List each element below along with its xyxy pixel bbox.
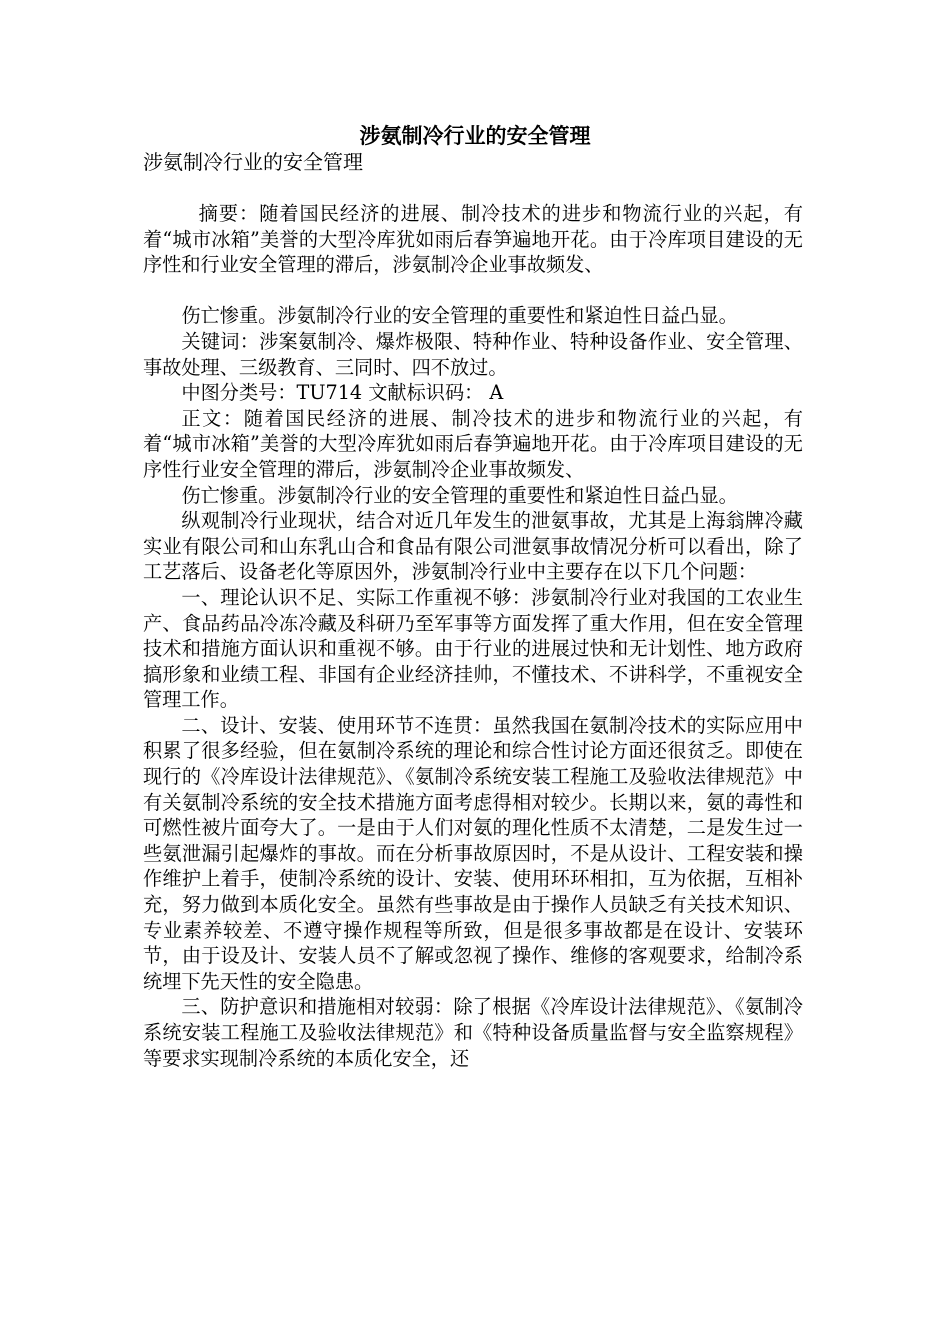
- document-body: [143, 201, 803, 1071]
- paragraph-gap: [143, 278, 803, 304]
- paragraph-section-2: 二、设计、安装、使用环节不连贯：虽然我国在氨制冷技术的实际应用中积累了很多经验，但在氨制冷系统的理论和综合性讨论方面还很贫乏。即使在现行的《冷库设计法律规范》、《氨制冷系统安装工程施工及验收法律规范》中有关氨制冷系统的安全技术措施方面考虑得相对较少。长期以来，氨的毒性和可燃性被片面夸大了。一是由于人们对氨的理化性质不太清楚，二是发生过一些氨泄漏引起爆炸的事故。而在分析事故原因时，不是从设计、工程安装和操作维护上着手，使制冷系统的设计、安装、使用环环相扣，互为依据，互相补充，努力做到本质化安全。虽然有些事故是由于操作人员缺乏有关技术知识、专业素养较差、不遵守操作规程等所致，但是很多事故都是在设计、安装环节，由于设及计、安装人员不了解或忽视了操作、维修的客观要求，给制冷系统埋下先天性的安全隐患。: [143, 713, 803, 993]
- paragraph-section-3: 三、防护意识和措施相对较弱：除了根据《冷库设计法律规范》、《氨制冷系统安装工程施工及验收法律规范》和《特种设备质量监督与安全监察规程》等要求实现制冷系统的本质化安全，还: [143, 995, 803, 1070]
- paragraph: 伤亡惨重。涉氨制冷行业的安全管理的重要性和紧迫性日益凸显。: [181, 304, 738, 328]
- paragraph-abstract: 摘要：随着国民经济的进展、制冷技术的进步和物流行业的兴起，有着“城市冰箱”美誉的大型冷库犹如雨后春笋遍地开花。由于冷库项目建设的无序性和行业安全管理的滞后，涉氨制冷企业事故频发、: [143, 202, 803, 277]
- paragraph: 纵观制冷行业现状，结合对近几年发生的泄氨事故，尤其是上海翁牌冷藏实业有限公司和山东乳山合和食品有限公司泄氨事故情况分析可以看出，除了工艺落后、设备老化等原因外，涉氨制冷行业中主要存在以下几个问题：: [143, 509, 803, 584]
- paragraph-section-1: 一、理论认识不足、实际工作重视不够：涉氨制冷行业对我国的工农业生产、食品药品冷冻冷藏及科研乃至军事等方面发挥了重大作用，但在安全管理技术和措施方面认识和重视不够。由于行业的进展过快和无计划性、地方政府搞形象和业绩工程、非国有企业经济挂帅，不懂技术、不讲科学，不重视安全管理工作。: [143, 585, 803, 712]
- paragraph-keywords: 关键词：涉案氨制冷、爆炸极限、特种作业、特种设备作业、安全管理、事故处理、三级教育、三同时、四不放过。: [143, 329, 803, 379]
- paragraph-main-text: 正文：随着国民经济的进展、制冷技术的进步和物流行业的兴起，有着“城市冰箱”美誉的大型冷库犹如雨后春笋遍地开花。由于冷库项目建设的无序性行业安全管理的滞后，涉氨制冷企业事故频发、: [143, 406, 803, 481]
- document-title: 涉氨制冷行业的安全管理: [359, 124, 591, 148]
- document-subtitle: 涉氨制冷行业的安全管理: [143, 150, 363, 174]
- paragraph-classification: 中图分类号：TU714 文献标识码： A: [181, 381, 504, 405]
- paragraph: 伤亡惨重。涉氨制冷行业的安全管理的重要性和紧迫性日益凸显。: [181, 483, 738, 507]
